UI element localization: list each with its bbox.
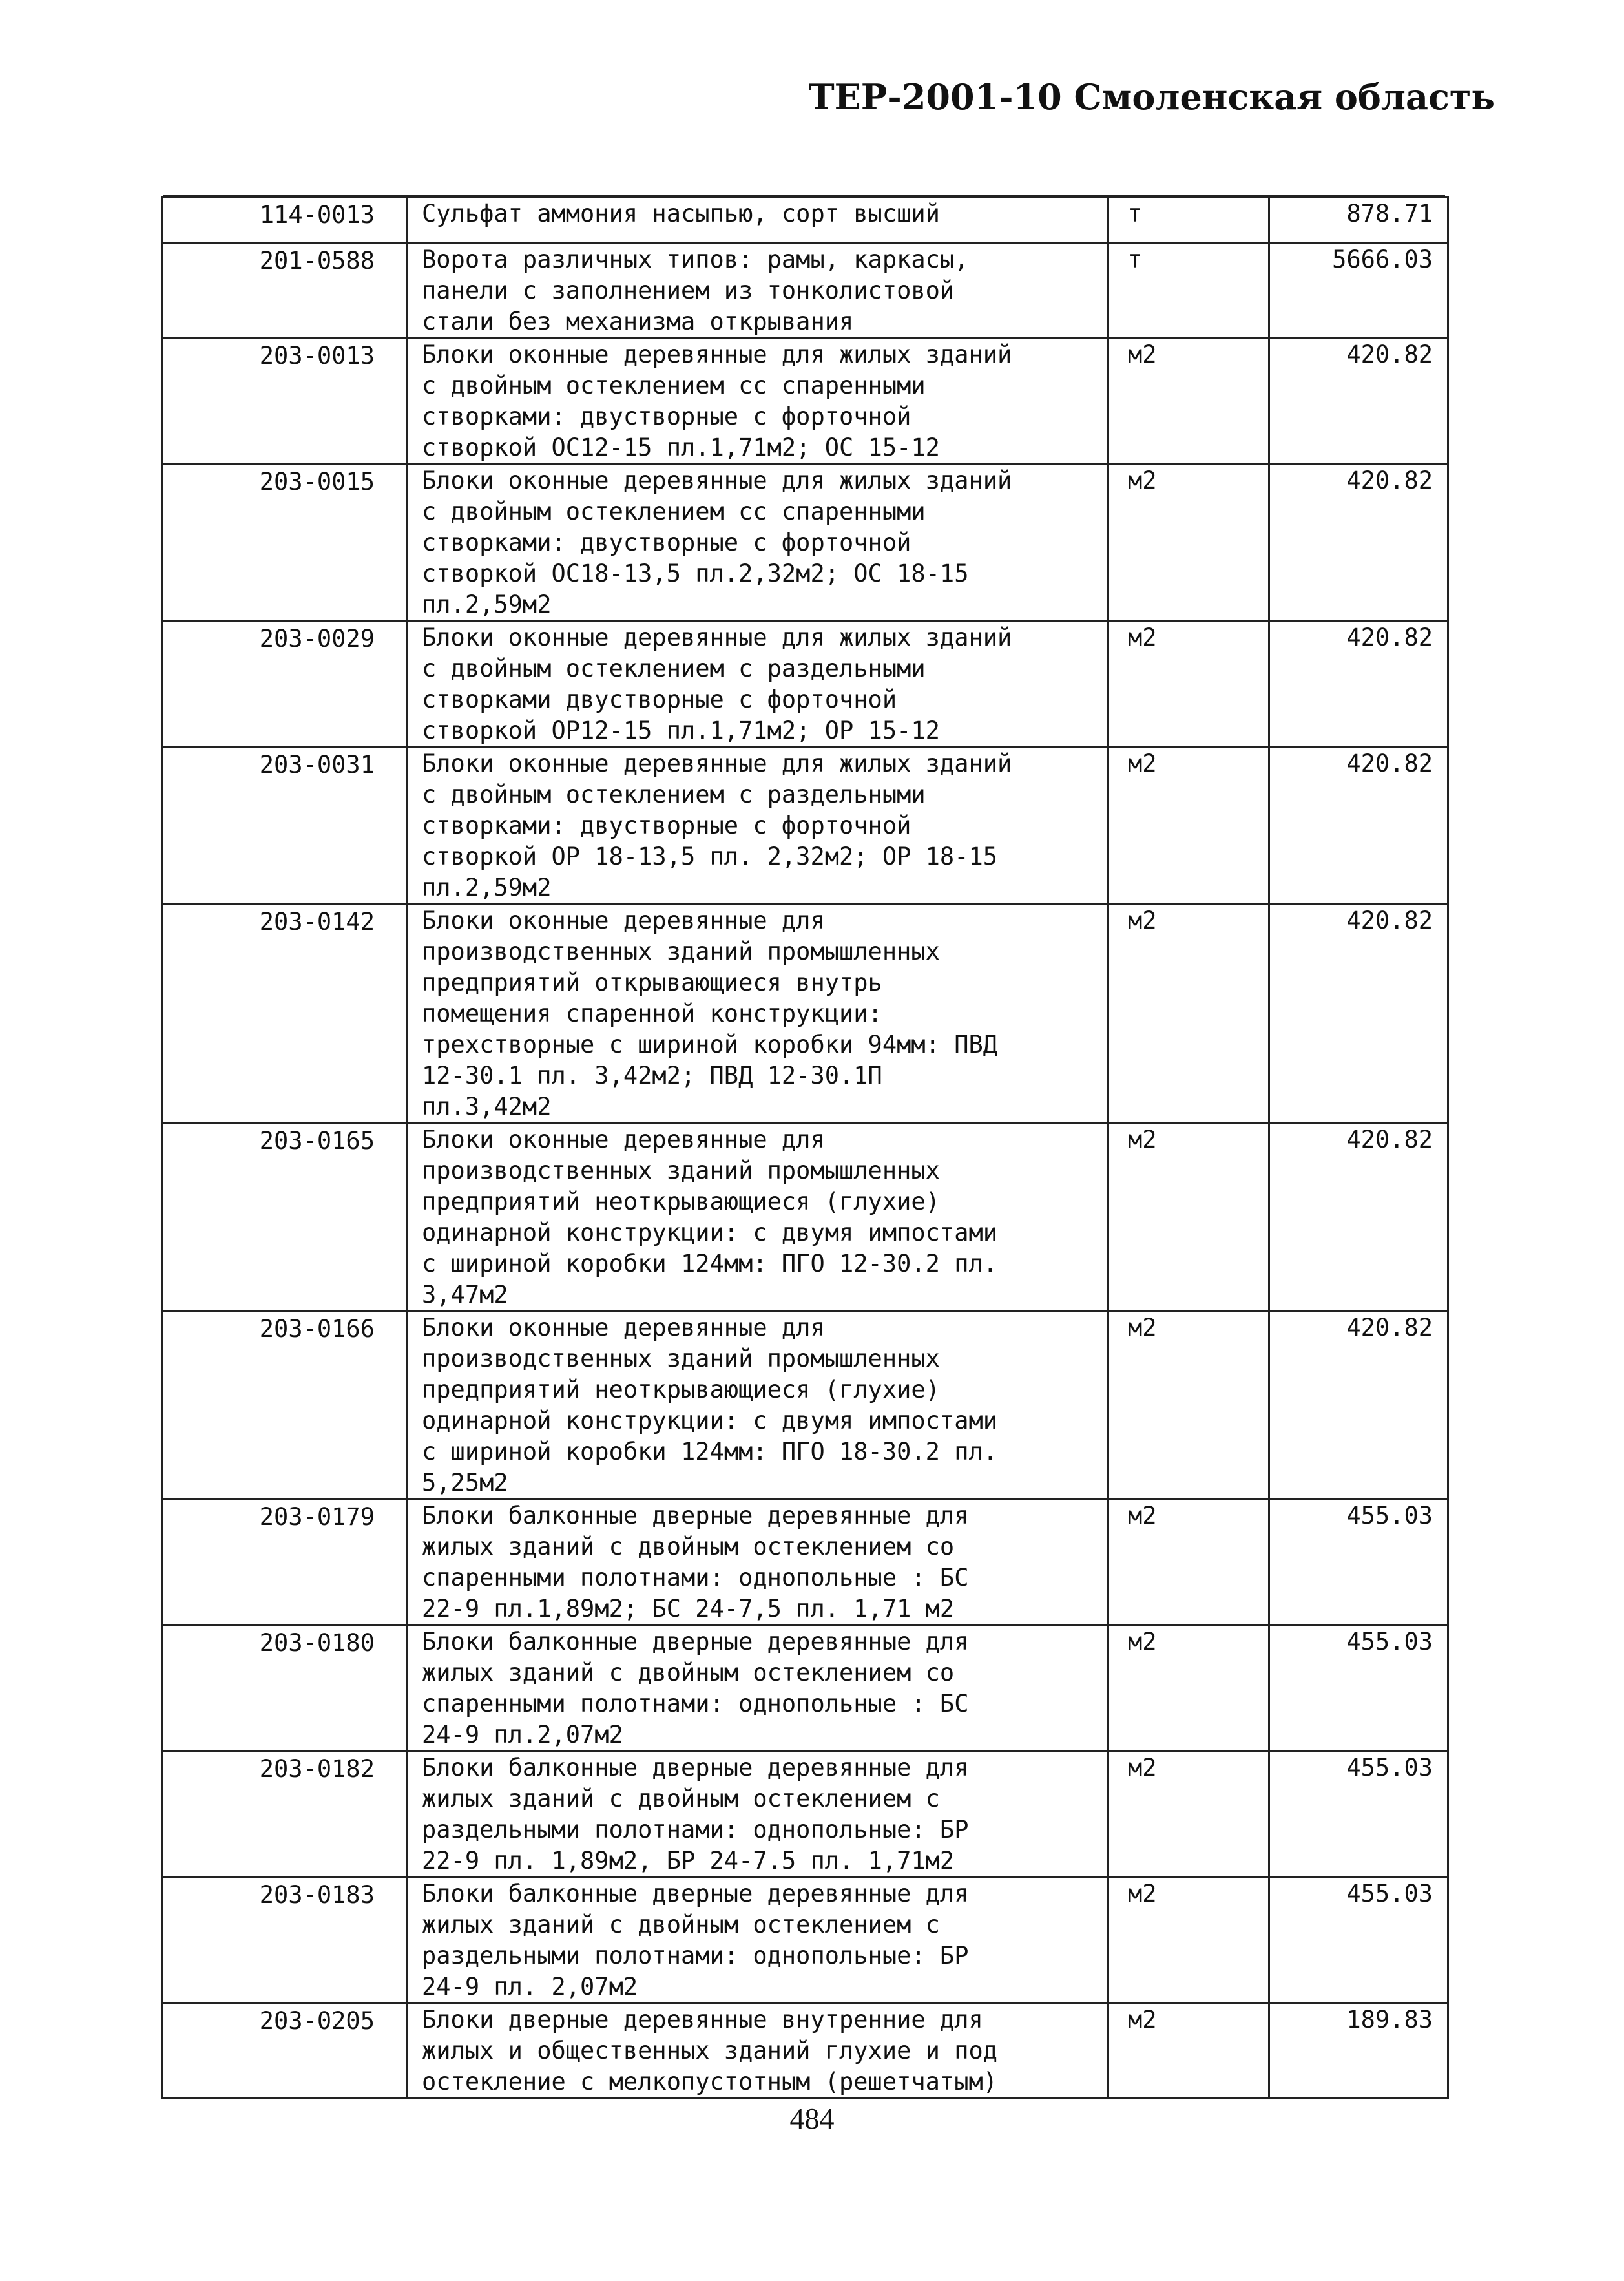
row-code: 203-0013 — [163, 339, 407, 465]
row-unit: м2 — [1108, 1878, 1269, 2004]
row-unit: м2 — [1108, 1752, 1269, 1878]
table-row — [163, 1626, 1448, 1752]
table-row — [163, 339, 1448, 465]
page-number: 484 — [789, 2102, 835, 2135]
row-price: 420.82 — [1269, 1124, 1448, 1312]
row-price: 455.03 — [1269, 1626, 1448, 1752]
row-code: 203-0029 — [163, 622, 407, 748]
price-table — [161, 196, 1449, 2099]
row-unit: м2 — [1108, 748, 1269, 905]
table-row — [163, 622, 1448, 748]
row-unit: м2 — [1108, 1124, 1269, 1312]
row-code: 203-0179 — [163, 1500, 407, 1626]
table-row — [163, 1878, 1448, 2004]
row-description: Блоки балконные дверные деревянные для жилых зданий с двойным остеклением со спаренными полотнами: однопольные : БС 22-9 пл.1,89м2; БС 24-7,5 пл. 1,71 м2 — [407, 1500, 1108, 1626]
row-price: 420.82 — [1269, 1312, 1448, 1500]
row-code: 203-0183 — [163, 1878, 407, 2004]
row-price: 455.03 — [1269, 1878, 1448, 2004]
row-description: Блоки оконные деревянные для жилых зданий с двойным остеклением сс спаренными створками: двустворные с форточной створкой ОС12-15 пл.1,71м2; ОС 15-12 — [407, 339, 1108, 465]
row-code: 203-0205 — [163, 2004, 407, 2099]
row-price: 420.82 — [1269, 622, 1448, 748]
row-description: Блоки оконные деревянные для жилых зданий с двойным остеклением с раздельными створками: двустворные с форточной створкой ОР 18-13,5 пл. 2,32м2; ОР 18-15 пл.2,59м2 — [407, 748, 1108, 905]
row-code: 203-0165 — [163, 1124, 407, 1312]
table-row — [163, 465, 1448, 622]
row-code: 203-0031 — [163, 748, 407, 905]
row-unit: м2 — [1108, 1500, 1269, 1626]
row-unit: м2 — [1108, 1312, 1269, 1500]
row-code: 203-0182 — [163, 1752, 407, 1878]
table-row — [163, 1752, 1448, 1878]
row-description: Блоки оконные деревянные для производственных зданий промышленных предприятий неоткрывающиеся (глухие) одинарной конструкции: с двумя импостами с шириной коробки 124мм: ПГО 12-30.2 пл. 3,47м2 — [407, 1124, 1108, 1312]
row-description: Блоки оконные деревянные для жилых зданий с двойным остеклением с раздельными створками двустворные с форточной створкой ОР12-15 пл.1,71м2; ОР 15-12 — [407, 622, 1108, 748]
page-header-title: ТЕР-2001-10 Смоленская область — [808, 76, 1495, 118]
row-price: 455.03 — [1269, 1500, 1448, 1626]
table-row — [163, 2004, 1448, 2099]
table-row — [163, 748, 1448, 905]
row-description: Ворота различных типов: рамы, каркасы, панели с заполнением из тонколистовой стали без механизма открывания — [407, 244, 1108, 339]
row-description: Блоки балконные дверные деревянные для жилых зданий с двойным остеклением со спаренными полотнами: однопольные : БС 24-9 пл.2,07м2 — [407, 1626, 1108, 1752]
row-price: 878.71 — [1269, 198, 1448, 244]
table-row — [163, 1312, 1448, 1500]
row-description: Блоки оконные деревянные для производственных зданий промышленных предприятий открывающиеся внутрь помещения спаренной конструкции: трехстворные с шириной коробки 94мм: ПВД 12-30.1 пл. 3,42м2; ПВД 12-30.1П пл.3,42м2 — [407, 905, 1108, 1124]
row-code: 114-0013 — [163, 198, 407, 244]
row-unit: м2 — [1108, 2004, 1269, 2099]
row-price: 5666.03 — [1269, 244, 1448, 339]
row-code: 201-0588 — [163, 244, 407, 339]
row-code: 203-0142 — [163, 905, 407, 1124]
row-price: 189.83 — [1269, 2004, 1448, 2099]
row-unit: м2 — [1108, 339, 1269, 465]
row-price: 420.82 — [1269, 339, 1448, 465]
row-description: Блоки дверные деревянные внутренние для жилых и общественных зданий глухие и под остекление с мелкопустотным (решетчатым) — [407, 2004, 1108, 2099]
table-row — [163, 1124, 1448, 1312]
row-unit: м2 — [1108, 1626, 1269, 1752]
row-price: 455.03 — [1269, 1752, 1448, 1878]
row-code: 203-0015 — [163, 465, 407, 622]
row-unit: т — [1108, 244, 1269, 339]
row-code: 203-0180 — [163, 1626, 407, 1752]
row-description: Блоки оконные деревянные для производственных зданий промышленных предприятий неоткрывающиеся (глухие) одинарной конструкции: с двумя импостами с шириной коробки 124мм: ПГО 18-30.2 пл. 5,25м2 — [407, 1312, 1108, 1500]
row-description: Сульфат аммония насыпью, сорт высший — [407, 198, 1108, 244]
row-description: Блоки балконные дверные деревянные для жилых зданий с двойным остеклением с раздельными полотнами: однопольные: БР 24-9 пл. 2,07м2 — [407, 1878, 1108, 2004]
table-row — [163, 198, 1448, 244]
row-unit: м2 — [1108, 622, 1269, 748]
row-unit: м2 — [1108, 465, 1269, 622]
table-row — [163, 244, 1448, 339]
row-unit: т — [1108, 198, 1269, 244]
row-code: 203-0166 — [163, 1312, 407, 1500]
table-row — [163, 905, 1448, 1124]
table-row — [163, 1500, 1448, 1626]
row-description: Блоки балконные дверные деревянные для жилых зданий с двойным остеклением с раздельными полотнами: однопольные: БР 22-9 пл. 1,89м2, БР 24-7.5 пл. 1,71м2 — [407, 1752, 1108, 1878]
row-price: 420.82 — [1269, 905, 1448, 1124]
row-price: 420.82 — [1269, 748, 1448, 905]
row-description: Блоки оконные деревянные для жилых зданий с двойным остеклением сс спаренными створками: двустворные с форточной створкой ОС18-13,5 пл.2,32м2; ОС 18-15 пл.2,59м2 — [407, 465, 1108, 622]
row-price: 420.82 — [1269, 465, 1448, 622]
row-unit: м2 — [1108, 905, 1269, 1124]
